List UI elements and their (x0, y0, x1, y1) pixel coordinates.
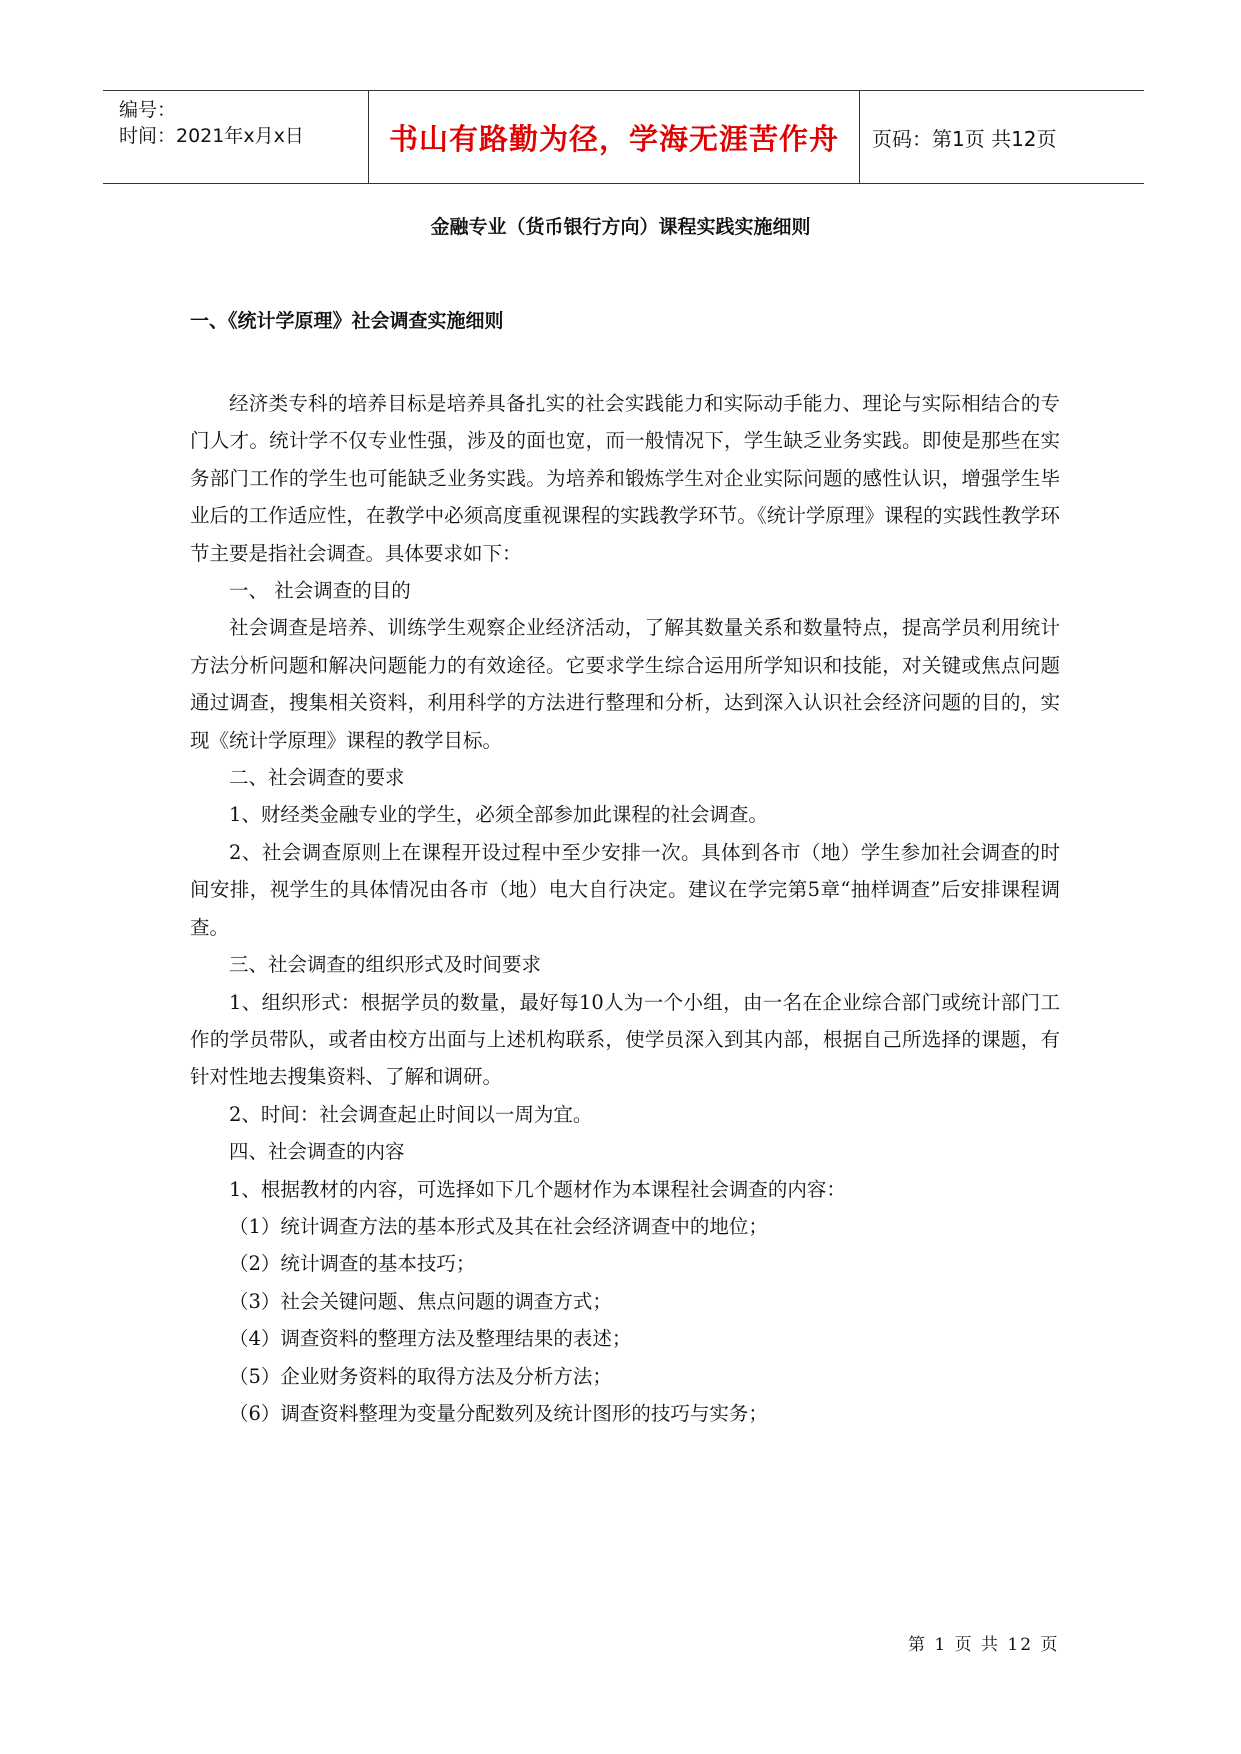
list-item: （1）统计调查方法的基本形式及其在社会经济调查中的地位； (229, 1214, 768, 1238)
paragraph: 2、社会调查原则上在课程开设过程中至少安排一次。具体到各市（地）学生参加社会调查的时间安排，视学生的具体情况由各市（地）电大自行决定。建议在学完第5章“抽样调查”后安排课程调查。 (190, 840, 1060, 939)
paragraph: 三、社会调查的组织形式及时间要求 (229, 953, 542, 977)
list-item: （3）社会关键问题、焦点问题的调查方式； (229, 1289, 612, 1313)
list-item: （4）调查资料的整理方法及整理结果的表述； (229, 1327, 632, 1351)
header-table (103, 90, 1144, 184)
page-code: 页码：第1页 共12页 (872, 126, 1057, 151)
motto: 书山有路勤为径，学海无涯苦作舟 (388, 121, 839, 156)
document-body (190, 385, 1060, 1432)
number-label: 编号： (119, 99, 177, 121)
paragraph: 1、根据教材的内容，可选择如下几个题材作为本课程社会调查的内容： (229, 1177, 846, 1201)
paragraph: 2、时间：社会调查起止时间以一周为宜。 (229, 1102, 593, 1126)
paragraph: 1、财经类金融专业的学生，必须全部参加此课程的社会调查。 (229, 803, 768, 827)
list-item: （6）调查资料整理为变量分配数列及统计图形的技巧与实务； (229, 1401, 768, 1425)
paragraph: 经济类专科的培养目标是培养具备扎实的社会实践能力和实际动手能力、理论与实际相结合的专门人才。统计学不仅专业性强，涉及的面也宽，而一般情况下，学生缺乏业务实践。即使是那些在实务部门工作的学生也可能缺乏业务实践。为培养和锻炼学生对企业实际问题的感性认识，增强学生毕业后的工作适应性，在教学中必须高度重视课程的实践教学环节。《统计学原理》课程的实践性教学环节主要是指社会调查。具体要求如下： (190, 392, 1060, 565)
paragraph: 二、社会调查的要求 (229, 766, 405, 790)
document-title: 金融专业（货币银行方向）课程实践实施细则 (430, 216, 811, 238)
list-item: （2）统计调查的基本技巧； (229, 1252, 476, 1276)
date-line: 时间：2021年x月x日 (119, 125, 304, 147)
header-left-cell (103, 91, 369, 183)
header-motto-cell (369, 91, 860, 183)
paragraph: 一、 社会调查的目的 (229, 579, 411, 603)
header-page-cell (860, 91, 1144, 183)
paragraph: 1、组织形式：根据学员的数量，最好每10人为一个小组，由一名在企业综合部门或统计部门工作的学员带队，或者由校方出面与上述机构联系，使学员深入到其内部，根据自己所选择的课题，有针对性地去搜集资料、了解和调研。 (190, 990, 1060, 1089)
list-item: （5）企业财务资料的取得方法及分析方法； (229, 1364, 612, 1388)
page-footer: 第 1 页 共 12 页 (908, 1635, 1060, 1655)
section-title: 一、《统计学原理》社会调查实施细则 (190, 310, 504, 332)
paragraph: 社会调查是培养、训练学生观察企业经济活动，了解其数量关系和数量特点，提高学员利用统计方法分析问题和解决问题能力的有效途径。它要求学生综合运用所学知识和技能，对关键或焦点问题通过调查，搜集相关资料，利用科学的方法进行整理和分析，达到深入认识社会经济问题的目的，实现《统计学原理》课程的教学目标。 (190, 616, 1060, 752)
paragraph: 四、社会调查的内容 (229, 1140, 405, 1164)
